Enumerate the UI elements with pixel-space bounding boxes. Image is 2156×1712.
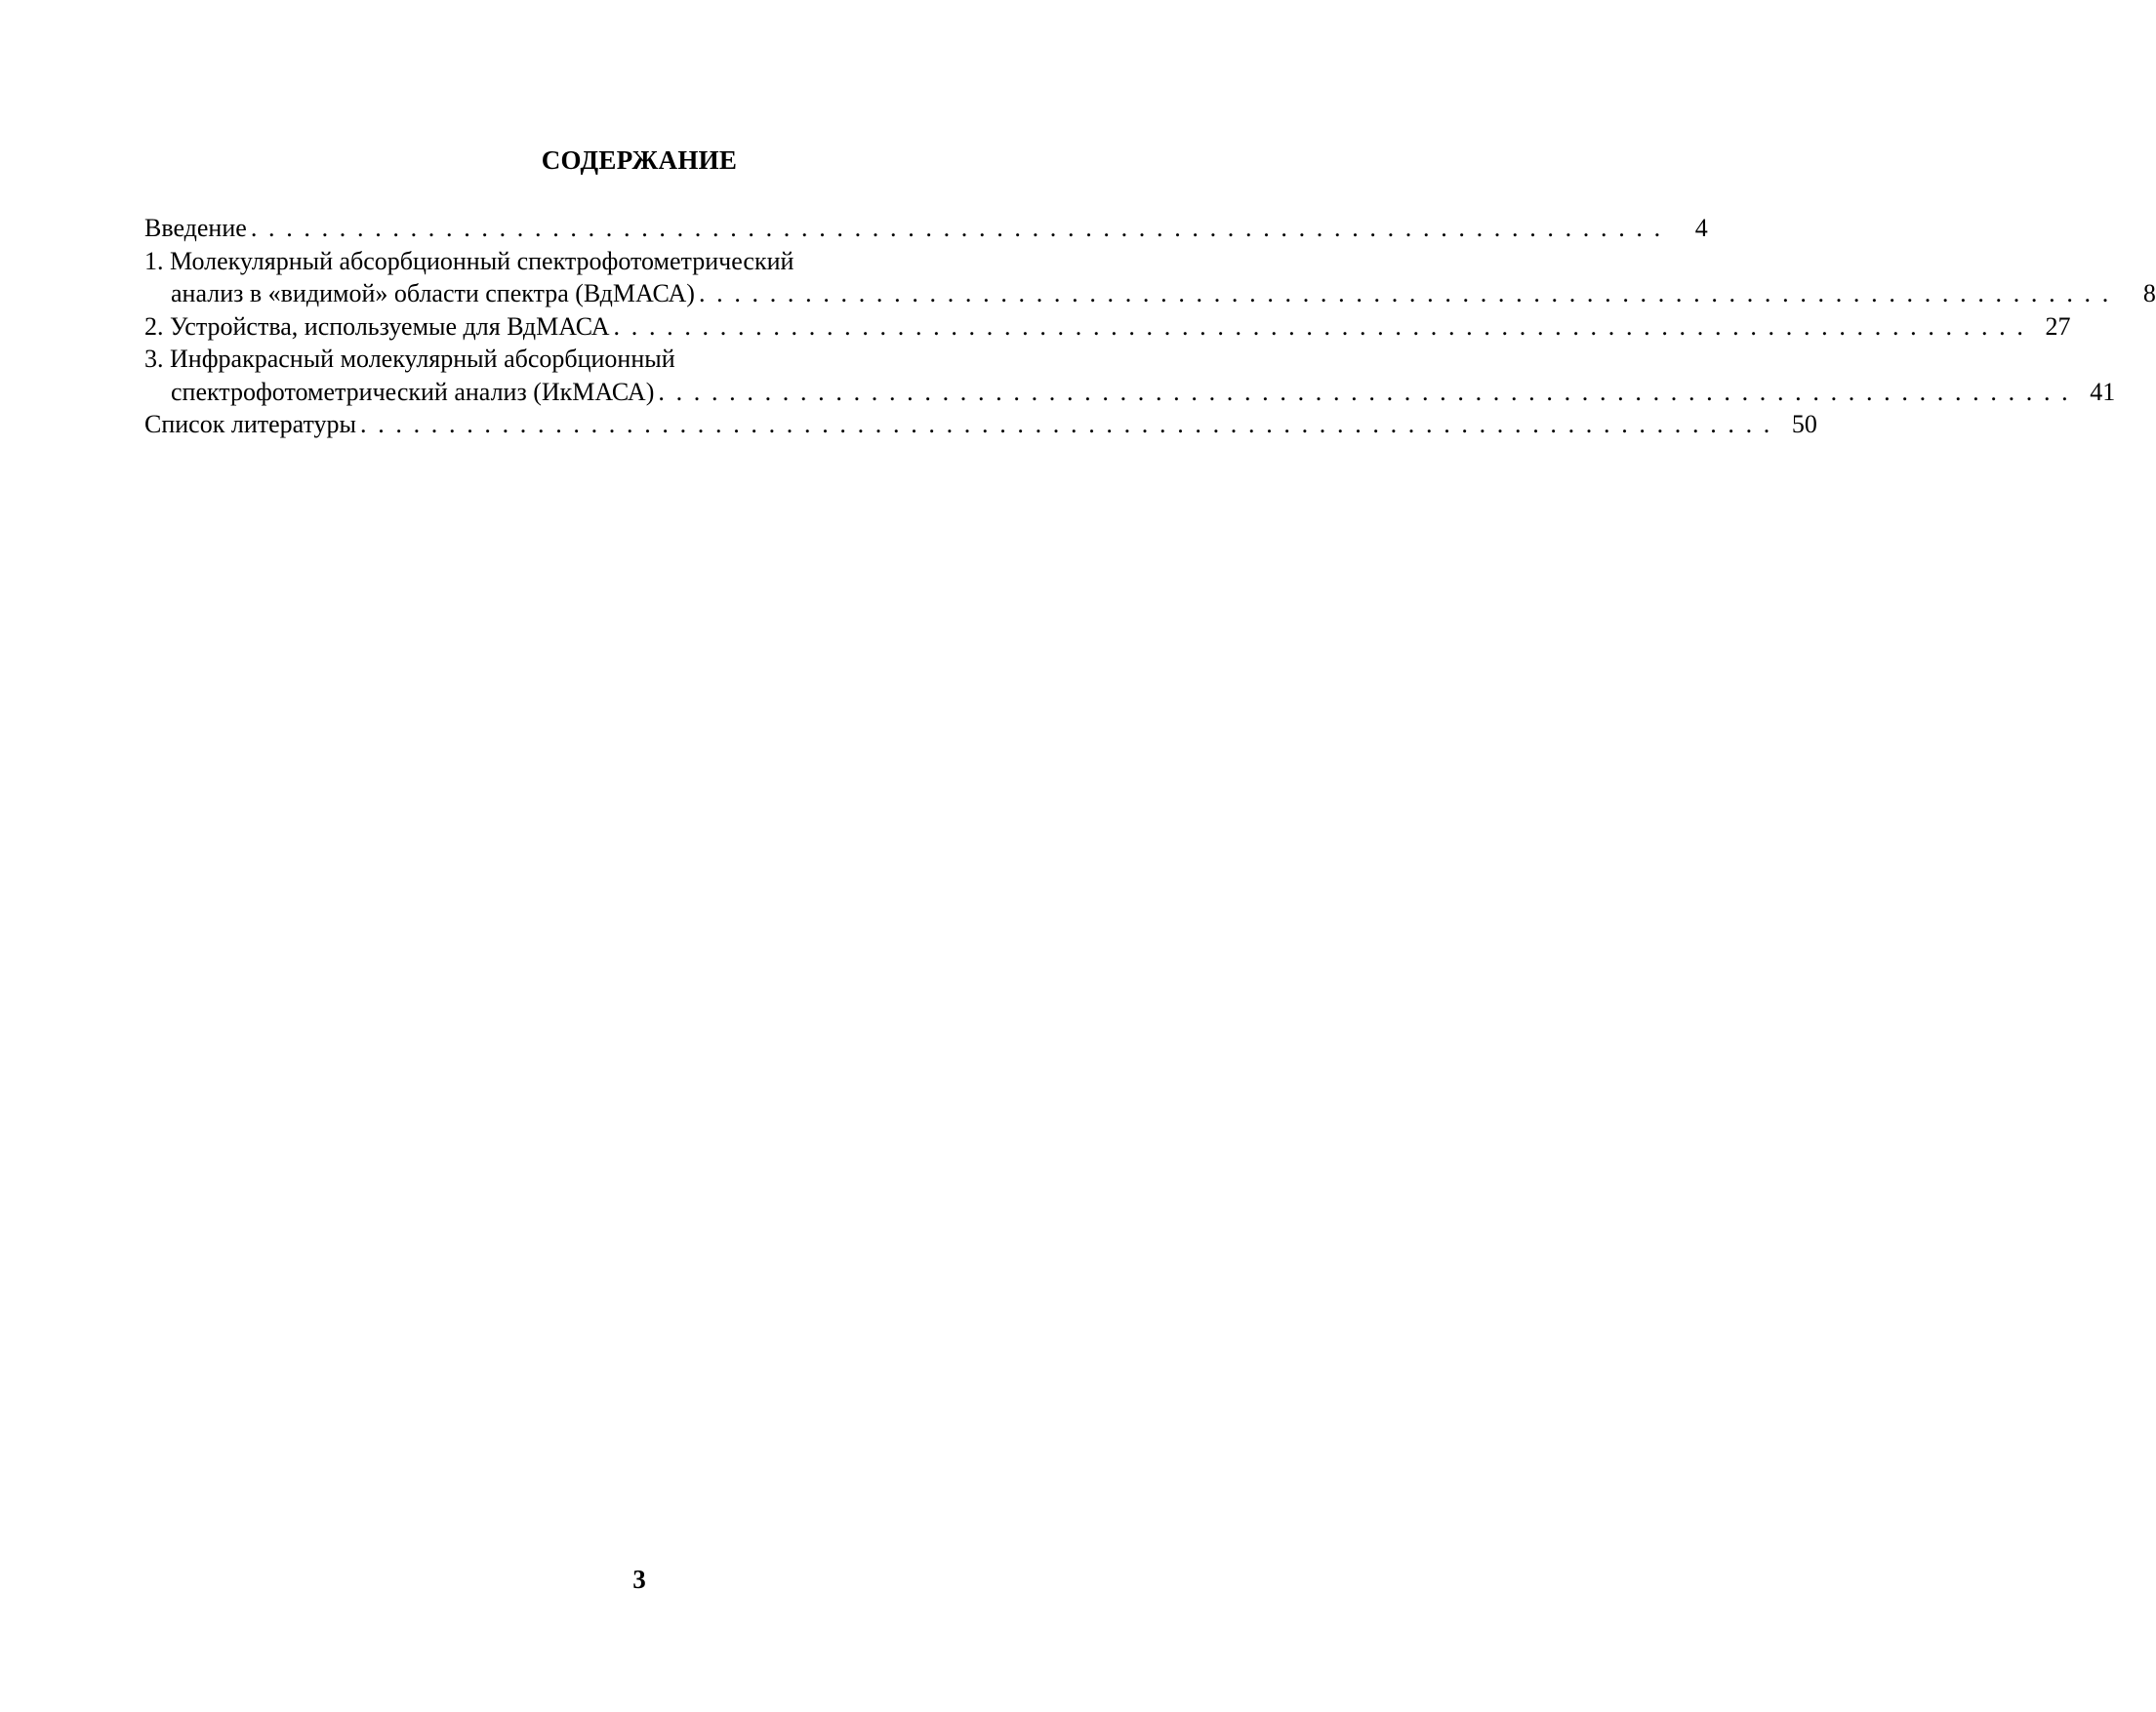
toc-entry-title: 2. Устройства, используемые для ВдМАСА	[144, 311, 610, 341]
toc-entry-page: 4	[1694, 214, 1708, 242]
dot-leader: . . . . . . . . . . . . . . . . . . . . . . . . . . . . . . . . . . . . . . . . . . . . . . . . . . . . . . . . . . . . . . . . . . . . . . . . . . . . . . . .	[698, 279, 2111, 307]
dot-leader: . . . . . . . . . . . . . . . . . . . . . . . . . . . . . . . . . . . . . . . . . . . . . . . . . . . . . . . . . . . . . . . . . . . . . . . . . . . . . . . .	[613, 311, 2026, 341]
toc-entry-title-continuation: спектрофотометрический анализ (ИкМАСА)	[171, 377, 655, 406]
dot-leader: . . . . . . . . . . . . . . . . . . . . . . . . . . . . . . . . . . . . . . . . . . . . . . . . . . . . . . . . . . . . . . . . . . . . . . . . . . . . . . . .	[658, 377, 2071, 406]
toc-entry-title: Список литературы	[144, 410, 356, 438]
toc-entry-page: 41	[2090, 377, 2116, 406]
toc-entry-references	[144, 408, 1817, 441]
table-of-contents	[144, 212, 2156, 441]
toc-entry-page: 27	[2045, 311, 2071, 341]
toc-entry-introduction	[144, 212, 1708, 245]
toc-entry-chapter-3-continuation	[144, 376, 2116, 409]
toc-entry-chapter-2	[144, 310, 2071, 344]
dot-leader: . . . . . . . . . . . . . . . . . . . . . . . . . . . . . . . . . . . . . . . . . . . . . . . . . . . . . . . . . . . . . . . . . . . . . . . . . . . . . . . .	[360, 410, 1772, 438]
page-title: СОДЕРЖАНИЕ	[541, 145, 738, 175]
toc-entry-chapter-3	[144, 343, 1066, 376]
page-number: 3	[632, 1565, 646, 1594]
toc-entry-chapter-1-continuation	[144, 277, 2156, 310]
toc-entry-chapter-1	[144, 245, 1066, 278]
dot-leader: . . . . . . . . . . . . . . . . . . . . . . . . . . . . . . . . . . . . . . . . . . . . . . . . . . . . . . . . . . . . . . . . . . . . . . . . . . . . . . . .	[250, 214, 1663, 242]
toc-entry-page: 50	[1791, 410, 1817, 438]
toc-entry-title: Введение	[144, 214, 247, 242]
toc-entry-page: 8	[2142, 279, 2156, 307]
toc-entry-title: 1. Молекулярный абсорбционный спектрофотометрический	[144, 246, 794, 275]
toc-entry-title: 3. Инфракрасный молекулярный абсорбционный	[144, 345, 675, 373]
toc-entry-title-continuation: анализ в «видимой» области спектра (ВдМАСА)	[171, 279, 695, 307]
